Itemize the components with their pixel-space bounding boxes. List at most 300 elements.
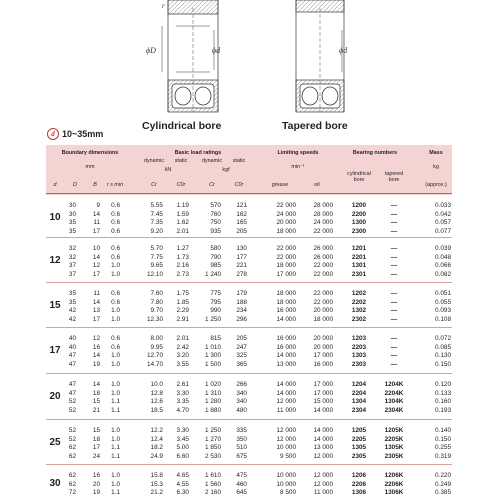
table-cell: 32 (68, 245, 76, 252)
table-cell: 0.249 (435, 480, 451, 488)
table-cell: 62 (68, 444, 76, 452)
group-divider (46, 327, 452, 328)
table-cell: 18.5 (150, 406, 163, 414)
table-cell: 0.6 (111, 245, 120, 252)
table-cell: 1 560 (205, 480, 221, 488)
table-cell: 62 (68, 452, 76, 460)
header-divider (46, 193, 452, 194)
table-cell: 2304K (384, 406, 404, 414)
table-cell: 1306 (351, 489, 367, 497)
table-cell: 1.0 (111, 381, 120, 388)
table-cell: 1.0 (111, 389, 120, 397)
table-cell: 12.6 (150, 398, 163, 406)
table-row (46, 219, 452, 227)
table-cell: 0.150 (435, 360, 451, 368)
hdr-grease: grease (271, 182, 289, 188)
table-cell: 2205K (384, 435, 404, 443)
table-cell: 30 (68, 202, 76, 209)
table-cell: 188 (236, 298, 247, 306)
table-cell: 7.60 (150, 290, 163, 297)
group-divider (46, 282, 452, 283)
table-cell: 22 000 (276, 202, 296, 209)
table-cell: 14 000 (313, 427, 333, 434)
table-cell: 18 000 (276, 298, 296, 306)
table-cell: 0.140 (435, 427, 451, 434)
table-cell: 11 000 (313, 489, 333, 497)
table-cell: 12 000 (313, 452, 333, 460)
table-cell: 47 (68, 360, 76, 368)
table-cell: 5.70 (150, 245, 163, 252)
table-cell: 20 000 (276, 219, 296, 227)
table-cell: 790 (210, 253, 221, 261)
table-cell: 266 (236, 381, 247, 388)
table-cell: 1.0 (111, 307, 120, 315)
table-cell: 8 500 (280, 489, 296, 497)
table-cell: 11 (93, 219, 100, 227)
table-cell: 1.0 (111, 262, 120, 270)
table-cell: 35 (68, 219, 76, 227)
table-cell: — (390, 253, 398, 261)
table-cell: 7.45 (150, 210, 163, 218)
table-cell: 52 (68, 406, 76, 414)
table-cell: 1200 (351, 202, 367, 209)
table-cell: 0.6 (111, 253, 120, 261)
table-cell: 22 000 (313, 290, 333, 297)
table-row (46, 211, 452, 219)
table-cell: 0.082 (435, 270, 451, 278)
fig-label-phiD: ϕD (146, 46, 156, 55)
table-cell: 20 000 (313, 335, 333, 342)
table-cell: 2.29 (176, 307, 189, 315)
table-cell: 7.35 (150, 219, 163, 227)
table-cell: 0.085 (435, 343, 451, 351)
table-cell: — (390, 245, 398, 252)
table-cell: 12.2 (150, 427, 163, 434)
hdr-kn: kN (164, 167, 172, 173)
table-cell: 0.120 (435, 381, 451, 388)
table-cell: 52 (68, 398, 76, 406)
table-cell: 165 (236, 219, 247, 227)
table-cell: 1.1 (111, 444, 120, 452)
hdr-col-d: d (53, 182, 57, 188)
table-cell: 0.6 (111, 202, 120, 209)
table-cell: 17 (92, 315, 100, 323)
table-row (46, 472, 452, 480)
table-cell: 4.70 (176, 406, 189, 414)
table-cell: 2201 (351, 253, 367, 261)
table-cell: 2204 (351, 389, 367, 397)
table-cell: 2.42 (176, 343, 189, 351)
table-row (46, 352, 452, 360)
table-row (46, 398, 452, 406)
table-cell: 72 (68, 489, 76, 497)
group-divider (46, 419, 452, 420)
table-cell: 24.9 (150, 452, 163, 460)
table-cell: 37 (68, 270, 76, 278)
table-cell: 2305 (351, 452, 367, 460)
table-cell: 179 (236, 290, 247, 297)
table-cell: 3.55 (176, 360, 189, 368)
table-cell: 1.85 (176, 298, 189, 306)
table-cell: 1201 (351, 245, 367, 252)
table-row (46, 202, 452, 210)
size-range-label (47, 128, 103, 140)
bore-diameter-label: 25 (49, 437, 61, 449)
table-cell: 14.70 (147, 360, 163, 368)
table-cell: 14 000 (276, 381, 296, 388)
table-cell: 2.01 (176, 335, 189, 342)
table-cell: 340 (236, 389, 247, 397)
table-cell: 2200 (351, 210, 367, 218)
table-cell: 1204 (351, 381, 367, 388)
table-cell: 1.1 (111, 489, 120, 497)
table-cell: 12 (92, 262, 100, 270)
table-cell: 3.45 (176, 435, 189, 443)
table-cell: 1 610 (205, 472, 221, 479)
table-cell: 1.1 (111, 398, 120, 406)
table-cell: 10 000 (276, 472, 296, 479)
cylindrical-bore-drawing (162, 0, 218, 112)
table-cell: 1304K (384, 398, 404, 406)
table-cell: 2.16 (176, 262, 189, 270)
table-cell: 2205 (351, 435, 367, 443)
table-cell: 42 (68, 315, 76, 323)
table-cell: 1.75 (176, 290, 189, 297)
table-cell: 1.1 (111, 452, 120, 460)
hdr-cylindrical-bore: cylindrical bore (347, 171, 371, 183)
table-cell: 2 160 (205, 489, 221, 497)
table-row (46, 436, 452, 444)
table-cell: 935 (210, 227, 221, 235)
table-cell: 14 (92, 352, 100, 360)
tapered-bore-caption: Tapered bore (282, 120, 348, 132)
table-cell: 40 (68, 343, 76, 351)
table-cell: 1 300 (205, 352, 221, 360)
table-cell: 12 000 (276, 435, 296, 443)
table-cell: 247 (236, 343, 247, 351)
table-cell: 990 (210, 307, 221, 315)
table-cell: 0.193 (435, 406, 451, 414)
table-cell: — (390, 270, 398, 278)
table-cell: 52 (68, 427, 76, 434)
table-cell: 4.65 (176, 472, 189, 479)
table-cell: 15.3 (150, 480, 163, 488)
table-row (46, 307, 452, 315)
table-cell: 278 (236, 270, 247, 278)
table-cell: 18 000 (276, 227, 296, 235)
table-cell: 760 (210, 210, 221, 218)
table-cell: 14 000 (276, 389, 296, 397)
table-cell: 12 000 (276, 427, 296, 434)
table-cell: 1.0 (111, 270, 120, 278)
table-cell: 1.0 (111, 435, 120, 443)
table-cell: 1.1 (111, 406, 120, 414)
table-cell: — (390, 298, 398, 306)
table-cell: 18 000 (313, 315, 333, 323)
table-cell: 21.2 (150, 489, 163, 497)
tapered-bore-drawing (296, 0, 344, 112)
table-cell: 10 (92, 245, 100, 252)
table-cell: 10.0 (150, 381, 163, 388)
table-cell: 21 (92, 406, 100, 414)
table-cell: 12.30 (147, 315, 163, 323)
table-cell: 1303 (351, 352, 367, 360)
table-cell: 3.35 (176, 398, 189, 406)
table-cell: 0.6 (111, 219, 120, 227)
table-cell: 20 (92, 480, 100, 488)
table-cell: 47 (68, 352, 76, 360)
table-cell: 475 (236, 472, 247, 479)
table-cell: 5.00 (176, 444, 189, 452)
table-cell: 1 250 (205, 427, 221, 434)
table-cell: 0.033 (435, 202, 451, 209)
table-cell: 1.0 (111, 360, 120, 368)
hdr-dynamic-kn: dynamic (143, 158, 165, 164)
table-cell: 1.27 (176, 245, 189, 252)
table-row (46, 271, 452, 279)
table-cell: 16 000 (276, 307, 296, 315)
table-cell: 6.60 (176, 452, 189, 460)
table-cell: 775 (210, 290, 221, 297)
bore-diameter-label: 12 (49, 255, 61, 267)
table-row (46, 245, 452, 253)
table-cell: — (390, 315, 398, 323)
hdr-approx: (approx.) (425, 182, 447, 188)
table-cell: 1205K (384, 427, 404, 434)
hdr-mm: mm (85, 164, 95, 170)
table-cell: 0.093 (435, 307, 451, 315)
table-cell: 37 (68, 262, 76, 270)
table-cell: 1 880 (205, 406, 221, 414)
hdr-col-D: D (73, 182, 77, 188)
table-cell: 12.10 (147, 270, 163, 278)
table-cell: 1.0 (111, 315, 120, 323)
table-cell: 6.30 (176, 489, 189, 497)
table-cell: 350 (236, 435, 247, 443)
table-cell: 5.55 (150, 202, 163, 209)
table-cell: 1 310 (205, 389, 221, 397)
table-row (46, 489, 452, 497)
table-cell: 22 000 (313, 227, 333, 235)
table-cell: 22 000 (313, 262, 333, 270)
bore-diameter-label: 15 (49, 300, 61, 312)
table-cell: 1305 (351, 444, 367, 452)
table-cell: 162 (236, 210, 247, 218)
table-cell: 28 000 (313, 202, 333, 209)
table-cell: 0.048 (435, 253, 451, 261)
table-cell: 0.057 (435, 219, 451, 227)
hdr-col-c0r-kgf: C0r (234, 182, 244, 188)
table-cell: 130 (236, 245, 247, 252)
table-cell: 177 (236, 253, 247, 261)
table-cell: 1205 (351, 427, 367, 434)
table-cell: 14 (92, 253, 100, 261)
table-cell: 1.0 (111, 472, 120, 479)
table-row (46, 290, 452, 298)
table-cell: 52 (68, 435, 76, 443)
table-cell: 12 000 (313, 472, 333, 479)
table-cell: 1 850 (205, 444, 221, 452)
table-cell: 0.6 (111, 298, 120, 306)
hdr-boundary-dimensions: Boundary dimensions (61, 150, 119, 156)
table-cell: 0.220 (435, 472, 451, 479)
fig-label-phid-cyl: ϕd (212, 46, 221, 55)
fig-label-phid-tap: ϕd (339, 46, 348, 55)
table-cell: 2303 (351, 360, 367, 368)
table-cell: — (390, 262, 398, 270)
table-cell: 24 000 (313, 219, 333, 227)
table-cell: — (390, 219, 398, 227)
table-cell: 1301 (351, 262, 367, 270)
table-cell: 0.6 (111, 210, 120, 218)
table-cell: 2.01 (176, 227, 189, 235)
table-cell: 22 000 (276, 253, 296, 261)
table-cell: 17 000 (276, 270, 296, 278)
table-cell: 18 (92, 435, 100, 443)
table-cell: 13 (92, 307, 100, 315)
table-cell: 30 (68, 210, 76, 218)
bore-diameter-label: 10 (49, 212, 61, 224)
table-cell: 35 (68, 290, 76, 297)
table-cell: 14 (92, 210, 100, 218)
table-cell: 234 (236, 307, 247, 315)
table-cell: 2.61 (176, 381, 189, 388)
table-cell: 24 (92, 452, 100, 460)
table-cell: 9.20 (150, 227, 163, 235)
table-cell: 2203 (351, 343, 367, 351)
size-range-text: 10~35mm (62, 129, 104, 139)
table-cell: 9.70 (150, 307, 163, 315)
table-cell: 62 (68, 472, 76, 479)
table-cell: 1206K (384, 472, 404, 479)
bore-diameter-label: 20 (49, 391, 61, 403)
table-cell: 815 (210, 335, 221, 342)
table-cell: 9 500 (280, 452, 296, 460)
table-cell: 20 000 (313, 343, 333, 351)
bore-diameter-icon: d (47, 128, 59, 140)
table-cell: 18 000 (276, 262, 296, 270)
table-cell: 16 000 (276, 335, 296, 342)
table-cell: 17 (92, 227, 100, 235)
bearing-figures (0, 0, 500, 140)
hdr-static-kgf: static (232, 158, 246, 164)
fig-label-r: r (162, 2, 165, 10)
table-cell: 0.130 (435, 352, 451, 360)
hdr-col-cr-kn: Cr (151, 182, 157, 188)
table-cell: 0.066 (435, 262, 451, 270)
table-cell: 1 240 (205, 270, 221, 278)
table-cell: 1.0 (111, 352, 120, 360)
table-cell: 1306K (384, 489, 404, 497)
table-cell: 325 (236, 352, 247, 360)
table-cell: 3.20 (176, 352, 189, 360)
table-cell: 18 (92, 389, 100, 397)
table-cell: 2204K (384, 389, 404, 397)
table-cell: 62 (68, 480, 76, 488)
table-cell: 35 (68, 227, 76, 235)
table-cell: 0.150 (435, 435, 451, 443)
table-cell: 40 (68, 335, 76, 342)
table-cell: 0.255 (435, 444, 451, 452)
table-cell: 13 000 (276, 360, 296, 368)
table-cell: 14 000 (313, 435, 333, 443)
hdr-col-cr-kgf: Cr (209, 182, 215, 188)
table-cell: 12.8 (150, 389, 163, 397)
hdr-kgf: kgf (222, 167, 230, 173)
table-cell: 1 270 (205, 435, 221, 443)
table-cell: 1203 (351, 335, 367, 342)
table-cell: 12.4 (150, 435, 163, 443)
table-cell: 1 280 (205, 398, 221, 406)
table-cell: 32 (68, 253, 76, 261)
table-cell: 47 (68, 381, 76, 388)
table-cell: 22 000 (313, 298, 333, 306)
table-cell: 1 010 (205, 343, 221, 351)
table-cell: 1304 (351, 398, 367, 406)
table-cell: 0.319 (435, 452, 451, 460)
table-cell: 47 (68, 389, 76, 397)
table-cell: 0.077 (435, 227, 451, 235)
table-cell: 2206 (351, 480, 367, 488)
table-cell: 26 000 (313, 253, 333, 261)
hdr-dynamic-kgf: dynamic (201, 158, 223, 164)
table-cell: 205 (236, 335, 247, 342)
table-cell: 2.73 (176, 270, 189, 278)
table-cell: 14 (92, 381, 100, 388)
table-cell: 18 000 (276, 290, 296, 297)
table-row (46, 481, 452, 489)
table-cell: 0.055 (435, 298, 451, 306)
table-cell: 16 (92, 472, 100, 479)
table-cell: 18.2 (150, 444, 163, 452)
table-cell: 16 (92, 343, 100, 351)
table-row (46, 390, 452, 398)
group-divider (46, 464, 452, 465)
table-cell: 2302 (351, 315, 367, 323)
table-cell: 2206K (384, 480, 404, 488)
table-cell: 2300 (351, 227, 367, 235)
table-cell: 1.62 (176, 219, 189, 227)
table-cell: 335 (236, 427, 247, 434)
hdr-static-kn: static (174, 158, 188, 164)
table-cell: 15 (92, 427, 100, 434)
hdr-basic-load-ratings: Basic load ratings (174, 150, 222, 156)
table-cell: 19 (92, 489, 100, 497)
table-cell: 2.91 (176, 315, 189, 323)
table-cell: 570 (210, 202, 221, 209)
table-cell: 17 000 (313, 352, 333, 360)
table-cell: 1305K (384, 444, 404, 452)
table-cell: 11 (93, 290, 100, 297)
table-cell: 2301 (351, 270, 367, 278)
table-cell: 9.95 (150, 343, 163, 351)
table-cell: 2 530 (205, 452, 221, 460)
table-cell: 0.6 (111, 335, 120, 342)
table-cell: — (390, 210, 398, 218)
table-cell: 0.133 (435, 389, 451, 397)
table-cell: 675 (236, 452, 247, 460)
table-cell: 3.30 (176, 389, 189, 397)
table-cell: 340 (236, 398, 247, 406)
table-cell: 0.6 (111, 290, 120, 297)
table-cell: 10 000 (276, 480, 296, 488)
table-cell: 35 (68, 298, 76, 306)
table-cell: 14 (92, 298, 100, 306)
table-row (46, 427, 452, 435)
table-cell: 0.6 (111, 227, 120, 235)
table-cell: 9 (96, 202, 100, 209)
table-cell: 1.73 (176, 253, 189, 261)
